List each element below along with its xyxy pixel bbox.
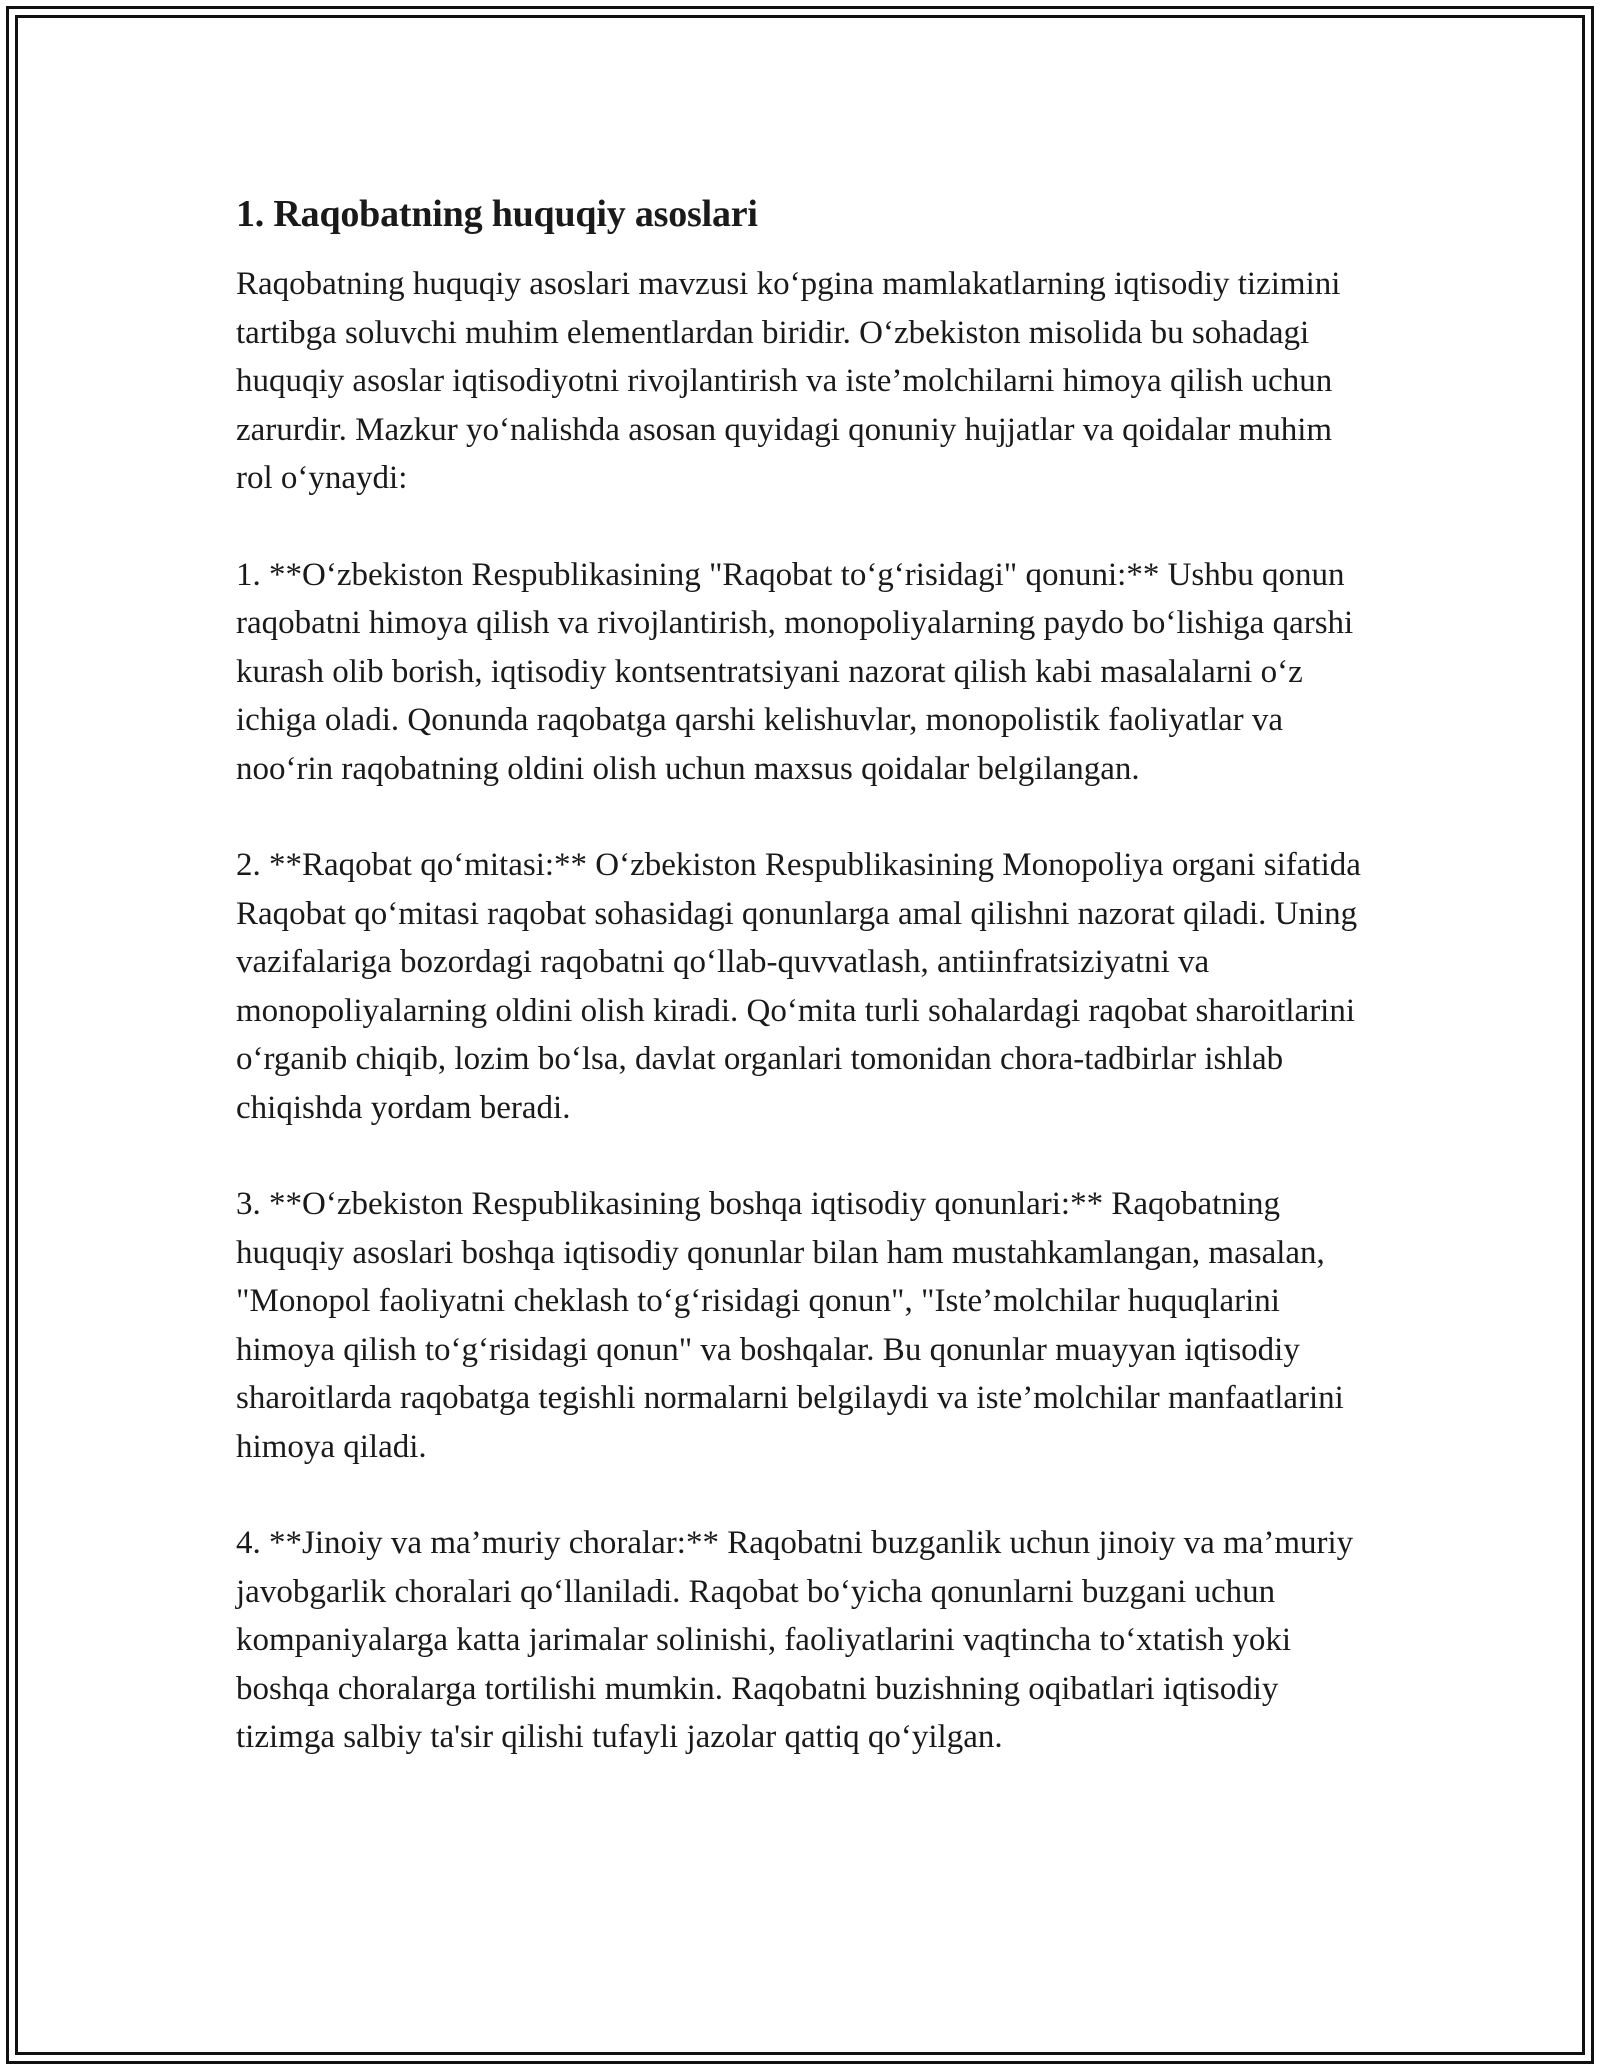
- paragraph-other-economic-laws: 3. **O‘zbekiston Respublikasining boshqa iqtisodiy qonunlari:** Raqobatning huquqiy asoslari boshqa iqtisodiy qonunlar bilan ham mustahkamlangan, masalan, "Monopol faoliyatni cheklash to‘g‘risidagi qonun", "Iste’molchilar huquqlarini himoya qilish to‘g‘risidagi qonun" va boshqalar. Bu qonunlar muayyan iqtisodiy sharoitlarda raqobatga tegishli normalarni belgilaydi va iste’molchilar manfaatlarini himoya qiladi.: [236, 1186, 1344, 1465]
- paragraph-competition-law: 1. **O‘zbekiston Respublikasining "Raqobat to‘g‘risidagi" qonuni:** Ushbu qonun raqobatni himoya qilish va rivojlantirish, monopoliyalarning paydo bo‘lishiga qarshi kurash olib borish, iqtisodiy kontsentratsiyani nazorat qilish kabi masalalarni o‘z ichiga oladi. Qonunda raqobatga qarshi kelishuvlar, monopolistik faoliyatlar va noo‘rin raqobatning oldini olish uchun maxsus qoidalar belgilangan.: [236, 556, 1354, 787]
- intro-paragraph: Raqobatning huquqiy asoslari mavzusi ko‘pgina mamlakatlarning iqtisodiy tizimini tartibga soluvchi muhim elementlardan biridir. O‘zbekiston misolida bu sohadagi huquqiy asoslar iqtisodiyotni rivojlantirish va iste’molchilarni himoya qilish uchun zarurdir. Mazkur yo‘nalishda asosan quyidagi qonuniy hujjatlar va qoidalar muhim rol o‘ynaydi:: [236, 266, 1341, 496]
- section-title: 1. Raqobatning huquqiy asoslari: [236, 193, 758, 235]
- paragraph-competition-committee: 2. **Raqobat qo‘mitasi:** O‘zbekiston Respublikasining Monopoliya organi sifatida Raqobat qo‘mitasi raqobat sohasidagi qonunlarga amal qilishni nazorat qiladi. Uning vazifalariga bozordagi raqobatni qo‘llab-quvvatlash, antiinfratsiziyatni va monopoliyalarning oldini olish kiradi. Qo‘mita turli sohalardagi raqobat sharoitlarini o‘rganib chiqib, lozim bo‘lsa, davlat organlari tomonidan chora-tadbirlar ishlab chiqishda yordam beradi.: [236, 847, 1361, 1126]
- paragraph-criminal-administrative-measures: 4. **Jinoiy va ma’muriy choralar:** Raqobatni buzganlik uchun jinoiy va ma’muriy javobgarlik choralari qo‘llaniladi. Raqobat bo‘yicha qonunlarni buzgani uchun kompaniyalarga katta jarimalar solinishi, faoliyatlarini vaqtincha to‘xtatish yoki boshqa choralarga tortilishi mumkin. Raqobatni buzishning oqibatlari iqtisodiy tizimga salbiy ta'sir qilishi tufayli jazolar qattiq qo‘yilgan.: [236, 1525, 1354, 1755]
- document-body: [236, 186, 1376, 1762]
